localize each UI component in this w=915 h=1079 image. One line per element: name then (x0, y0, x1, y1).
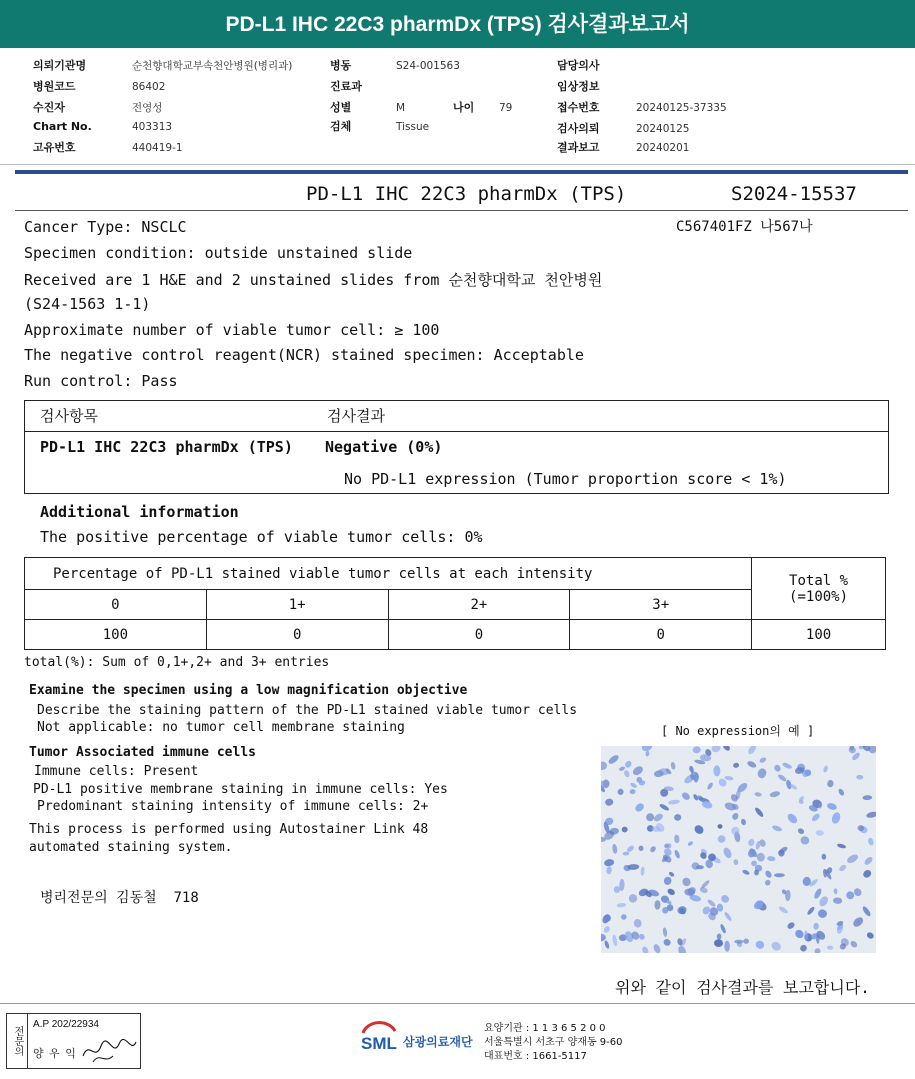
nucleus-mark (624, 760, 633, 769)
report-title: PD-L1 IHC 22C3 pharmDx (TPS) 검사결과보고서 (0, 0, 915, 48)
total-note: total(%): Sum of 0,1+,2+ and 3+ entries (24, 655, 330, 670)
nucleus-mark (622, 852, 629, 856)
nucleus-mark (706, 898, 716, 907)
nucleus-mark (601, 761, 607, 770)
total-header-line2: (=100%) (789, 588, 849, 605)
nucleus-mark (774, 873, 785, 877)
nucleus-mark (733, 859, 739, 866)
nucleus-mark (626, 844, 635, 853)
label-department: 진료과 (330, 80, 362, 93)
value-chart-no: 403313 (132, 121, 173, 133)
nucleus-mark (806, 906, 815, 916)
nucleus-mark (717, 824, 722, 829)
nucleus-mark (759, 756, 767, 763)
nucleus-mark (740, 818, 746, 825)
value-report-date: 20240201 (636, 142, 690, 154)
intensity-table (24, 557, 886, 650)
nucleus-mark (823, 765, 829, 773)
nucleus-mark (846, 853, 860, 865)
immune-line-3: Predominant staining intensity of immune cells: 2+ (37, 799, 429, 814)
nucleus-mark (786, 812, 799, 825)
nucleus-mark (633, 918, 643, 928)
value-unique-no: 440419-1 (132, 142, 183, 154)
nucleus-mark (724, 775, 734, 781)
sml-logo-icon (357, 1019, 401, 1059)
value-level-3plus: 0 (570, 620, 752, 650)
nucleus-mark (663, 876, 673, 886)
nucleus-mark (764, 869, 773, 878)
value-specimen: Tissue (396, 121, 430, 133)
label-ward: 병동 (330, 59, 352, 72)
stamp-code: A.P 202/22934 (33, 1019, 99, 1030)
nucleus-mark (794, 928, 806, 940)
report-rule (15, 170, 908, 174)
org-contact (484, 1022, 623, 1064)
org-code: 요양기관 : 1 1 3 6 5 2 0 0 (484, 1023, 606, 1034)
value-ward: S24-001563 (396, 60, 460, 72)
nucleus-mark (623, 769, 631, 778)
signature-mark (79, 1034, 139, 1066)
nucleus-mark (813, 887, 823, 899)
total-header-line1: Total % (789, 572, 849, 589)
intensity-header: Percentage of PD-L1 stained viable tumor cells at each intensity (25, 558, 752, 590)
examine-title: Examine the specimen using a low magnification objective (29, 683, 468, 698)
nucleus-mark (786, 921, 796, 930)
run-control: Run control: Pass (24, 372, 178, 390)
nucleus-mark (606, 866, 612, 875)
nucleus-mark (693, 823, 705, 835)
process-line-2: automated staining system. (29, 840, 233, 855)
header-divider (0, 164, 915, 165)
nucleus-mark (631, 764, 644, 777)
nucleus-mark (638, 845, 643, 851)
nucleus-mark (674, 834, 680, 843)
nucleus-mark (866, 931, 875, 940)
label-sex: 성별 (330, 101, 352, 114)
nucleus-mark (722, 846, 733, 859)
result-item: PD-L1 IHC 22C3 pharmDx (TPS) (40, 438, 293, 456)
nucleus-mark (827, 779, 834, 787)
examine-line-2: Not applicable: no tumor cell membrane staining (37, 720, 405, 735)
additional-title: Additional information (40, 503, 239, 521)
process-line-1: This process is performed using Autostainer Link 48 (29, 822, 429, 837)
result-table-divider (25, 431, 888, 432)
nucleus-mark (711, 746, 722, 753)
nucleus-mark (687, 840, 694, 846)
nucleus-mark (628, 893, 639, 904)
label-chart-no: Chart No. (33, 120, 92, 133)
nucleus-mark (782, 762, 793, 770)
nucleus-mark (833, 888, 837, 894)
received-slides: Received are 1 H&E and 2 unstained slides from 순천향대학교 천안병원 (24, 271, 603, 289)
nucleus-mark (618, 766, 625, 772)
result-note: No PD-L1 expression (Tumor proportion score < 1%) (344, 470, 787, 488)
nucleus-mark (734, 940, 743, 944)
test-title: PD-L1 IHC 22C3 pharmDx (TPS) (306, 183, 627, 205)
nucleus-mark (798, 799, 805, 805)
nucleus-mark (616, 903, 626, 908)
immune-line-2: PD-L1 positive membrane staining in immune cells: Yes (33, 782, 448, 797)
pathologist: 병리전문의 김동철 718 (40, 890, 199, 906)
header-col1 (33, 57, 292, 158)
value-institution: 순천향대학교부속천안병원(병리과) (132, 60, 293, 72)
header-col3 (557, 57, 727, 158)
org-phone: 대표번호 : 1661-5117 (484, 1051, 587, 1062)
level-2plus: 2+ (388, 590, 570, 620)
nucleus-mark (797, 827, 805, 835)
nucleus-mark (817, 908, 828, 919)
value-request-date: 20240125 (636, 123, 690, 135)
nucleus-mark (814, 948, 821, 953)
header-col2 (330, 57, 512, 137)
nucleus-mark (862, 795, 872, 800)
nucleus-mark (607, 754, 620, 766)
nucleus-mark (754, 939, 765, 950)
nucleus-mark (746, 760, 757, 769)
nucleus-mark (743, 938, 750, 945)
negative-control: The negative control reagent(NCR) stained specimen: Acceptable (24, 346, 584, 364)
total-header (752, 558, 886, 620)
level-1plus: 1+ (206, 590, 388, 620)
value-level-0: 100 (25, 620, 207, 650)
col-test-result: 검사결과 (327, 407, 385, 425)
immune-line-1: Immune cells: Present (34, 764, 199, 779)
nucleus-mark (674, 814, 681, 821)
nucleus-mark (866, 811, 876, 819)
nucleus-mark (604, 940, 611, 949)
value-hospital-code: 86402 (132, 81, 166, 93)
nucleus-mark (773, 764, 782, 773)
nucleus-mark (668, 799, 680, 805)
nucleus-mark (634, 802, 646, 814)
value-total: 100 (752, 620, 886, 650)
nucleus-mark (720, 893, 731, 904)
nucleus-mark (604, 858, 615, 867)
nucleus-mark (723, 911, 732, 922)
nucleus-mark (670, 762, 676, 771)
nucleus-mark (692, 746, 700, 753)
nucleus-mark (681, 791, 692, 801)
value-receipt-no: 20240125-37335 (636, 102, 727, 114)
label-age: 나이 (453, 101, 475, 114)
nucleus-mark (614, 886, 621, 893)
label-hospital-code: 병원코드 (33, 80, 76, 93)
nucleus-mark (662, 938, 671, 947)
cancer-type: Cancer Type: NSCLC (24, 218, 187, 236)
nucleus-mark (668, 871, 675, 878)
nucleus-mark (731, 812, 740, 821)
example-caption: [ No expression의 예 ] (661, 724, 815, 738)
nucleus-mark (638, 933, 646, 941)
nucleus-mark (649, 845, 657, 853)
nucleus-mark (777, 773, 788, 782)
value-patient: 전영성 (132, 102, 163, 114)
nucleus-mark (676, 905, 687, 915)
level-0: 0 (25, 590, 207, 620)
nucleus-mark (816, 830, 824, 836)
tissue-stain-image (601, 746, 876, 953)
nucleus-mark (862, 868, 873, 879)
nucleus-mark (767, 856, 776, 862)
logo-text: SML (361, 1034, 397, 1053)
immune-title: Tumor Associated immune cells (29, 745, 256, 760)
label-doctor: 담당의사 (557, 59, 600, 72)
stamp-name: 양 우 익 (33, 1047, 77, 1060)
nucleus-mark (722, 746, 732, 752)
sub-code: C567401FZ 나567나 (676, 219, 813, 235)
nucleus-mark (659, 803, 670, 812)
specimen-condition: Specimen condition: outside unstained slide (24, 244, 413, 262)
nucleus-mark (645, 751, 649, 757)
nucleus-mark (821, 854, 826, 860)
nucleus-mark (645, 812, 654, 821)
nucleus-mark (811, 812, 821, 822)
nucleus-mark (612, 934, 618, 946)
nucleus-mark (713, 765, 720, 776)
org-name: 삼광의료재단 (403, 1035, 473, 1049)
nucleus-mark (714, 939, 724, 948)
nucleus-mark (662, 927, 667, 937)
nucleus-mark (830, 811, 841, 825)
nucleus-mark (674, 849, 681, 859)
result-table (24, 400, 889, 494)
nucleus-mark (818, 895, 830, 908)
value-level-1plus: 0 (206, 620, 388, 650)
nucleus-mark (629, 782, 637, 789)
label-unique-no: 고유번호 (33, 141, 76, 154)
label-institution: 의뢰기관명 (33, 59, 87, 72)
level-3plus: 3+ (570, 590, 752, 620)
label-report-date: 결과보고 (557, 141, 600, 154)
nucleus-mark (778, 905, 789, 914)
nucleus-mark (756, 852, 765, 862)
label-request-date: 검사의뢰 (557, 122, 600, 135)
nucleus-mark (837, 843, 847, 849)
nucleus-mark (641, 946, 650, 953)
value-age: 79 (499, 102, 513, 114)
nucleus-mark (770, 940, 783, 952)
nucleus-mark (718, 835, 726, 843)
nucleus-mark (849, 940, 858, 949)
nucleus-mark (747, 746, 758, 755)
examine-line-1: Describe the staining pattern of the PD-L1 stained viable tumor cells (37, 703, 578, 718)
org-address: 서울특별시 서초구 양재동 9-60 (484, 1037, 623, 1048)
nucleus-mark (837, 788, 845, 797)
nucleus-mark (813, 923, 819, 930)
viable-tumor-cell: Approximate number of viable tumor cell: ≥ 100 (24, 321, 440, 339)
nucleus-mark (799, 944, 808, 953)
nucleus-mark (851, 915, 864, 928)
nucleus-mark (769, 790, 781, 798)
nucleus-mark (700, 879, 710, 889)
nucleus-mark (867, 837, 874, 846)
nucleus-mark (666, 888, 676, 897)
nucleus-mark (630, 789, 636, 794)
nucleus-mark (863, 856, 874, 867)
nucleus-mark (719, 923, 727, 934)
nucleus-mark (833, 897, 843, 904)
col-test-item: 검사항목 (40, 407, 98, 425)
nucleus-mark (621, 826, 628, 833)
nucleus-mark (706, 782, 714, 791)
nucleus-mark (640, 866, 644, 875)
closing-statement: 위와 같이 검사결과를 보고합니다. (615, 978, 870, 997)
report-number: S2024-15537 (731, 183, 857, 205)
footer-divider (0, 1003, 915, 1004)
label-patient: 수진자 (33, 101, 65, 114)
nucleus-mark (603, 925, 612, 934)
nucleus-mark (733, 762, 740, 768)
signature-stamp (6, 1013, 141, 1069)
nucleus-mark (771, 824, 782, 832)
title-underline (15, 210, 908, 211)
nucleus-mark (756, 767, 767, 779)
nucleus-mark (717, 933, 722, 939)
nucleus-mark (747, 838, 755, 847)
value-sex: M (396, 102, 406, 114)
nucleus-mark (620, 913, 627, 920)
nucleus-mark (601, 934, 606, 942)
nucleus-mark (827, 945, 833, 949)
result-value: Negative (0%) (325, 438, 443, 456)
nucleus-mark (754, 792, 762, 797)
label-clinical-info: 임상정보 (557, 80, 600, 93)
nucleus-mark (652, 812, 664, 823)
nucleus-mark (742, 869, 751, 876)
nucleus-mark (838, 864, 847, 873)
stamp-side-label: 전문의 (7, 1014, 28, 1068)
nucleus-mark (681, 876, 692, 888)
nucleus-mark (654, 900, 660, 910)
nucleus-mark (724, 941, 730, 952)
additional-text: The positive percentage of viable tumor cells: 0% (40, 528, 483, 546)
nucleus-mark (856, 775, 863, 780)
slide-id: (S24-1563 1-1) (24, 295, 151, 313)
nucleus-mark (652, 943, 661, 953)
nucleus-mark (605, 798, 614, 806)
nucleus-mark (826, 802, 837, 811)
label-receipt-no: 접수번호 (557, 101, 600, 114)
nucleus-mark (764, 879, 772, 887)
nucleus-mark (861, 905, 872, 917)
value-level-2plus: 0 (388, 620, 570, 650)
nucleus-mark (754, 806, 765, 818)
label-specimen: 검체 (330, 120, 352, 133)
nucleus-mark (617, 789, 623, 795)
nucleus-mark (612, 844, 618, 854)
nucleus-mark (799, 835, 810, 846)
